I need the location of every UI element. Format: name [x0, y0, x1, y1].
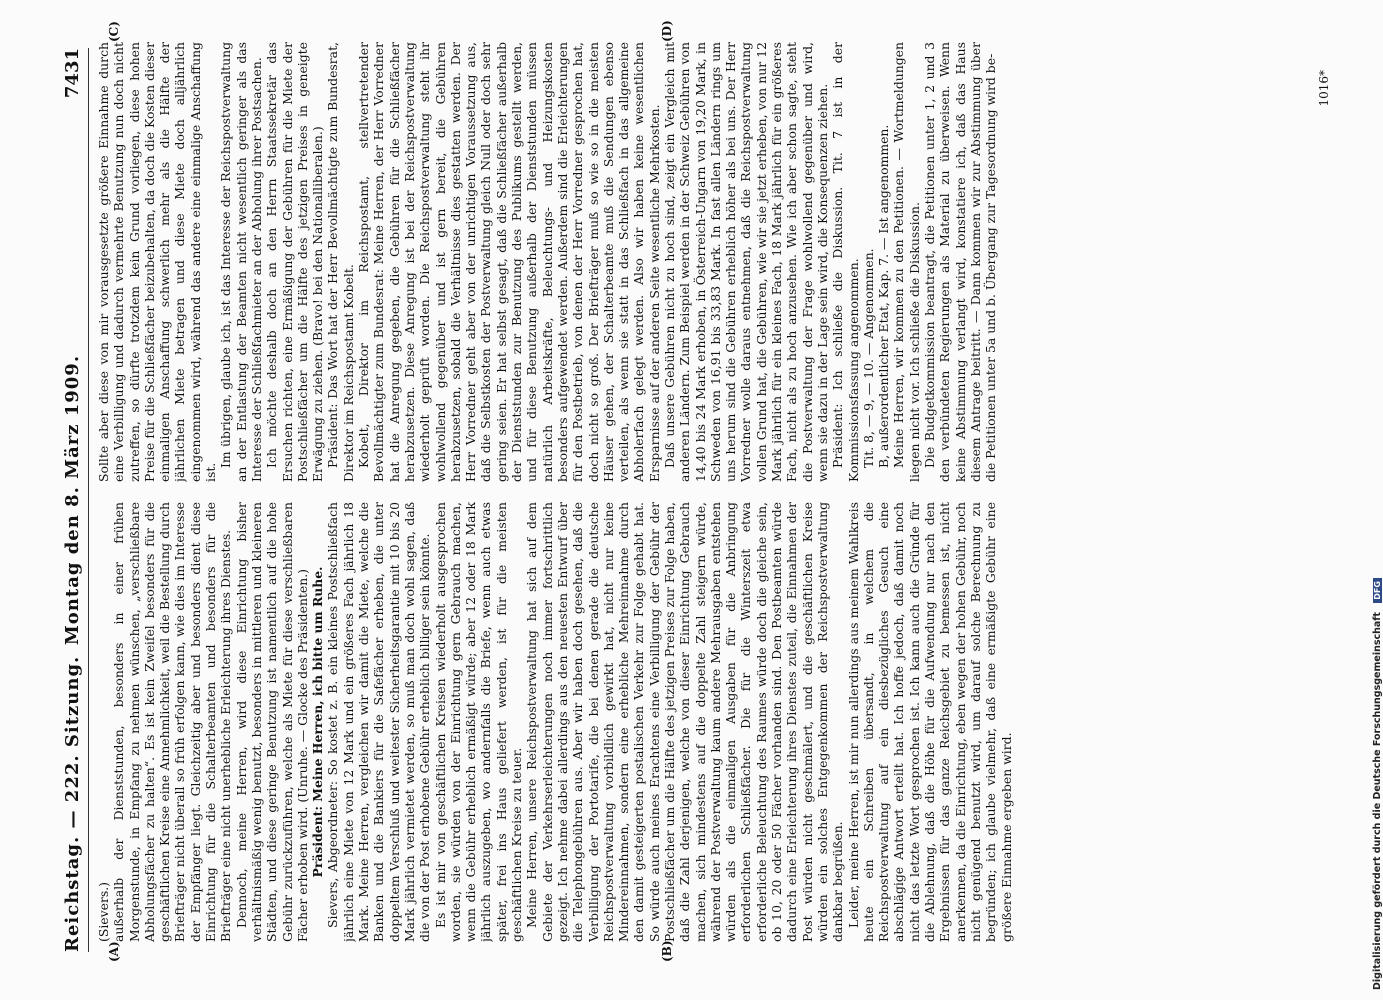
- page-number: 7431: [62, 48, 83, 99]
- header-title: Reichstag. — 222. Sitzung.: [62, 655, 83, 952]
- paragraph: Ich möchte deshalb doch an den Herrn Staatssekretär das Ersuchen richten, eine Ermäßigung der Gebühren für die Miete der Postschließfächer um die Hälfte des jetzigen Preises in geneigte Erwägung zu ziehen. (Bravo! bei den Nationalliberalen.): [264, 42, 326, 482]
- paragraph: Präsident: Ich schließe die Diskussion. Tit. 7 ist in der Kommissionsfassung angenommen.: [830, 42, 861, 482]
- speaker-tag: (Sievers.): [96, 881, 111, 942]
- paragraph: Die Budgetkommission beantragt, die Petitionen unter 1, 2 und 3 den verbündeten Regierungen als Material zu überweisen. Wenn keine Abstimmung verlangt wird, konstatiere ich, daß das Haus diesem Antrage beitritt. — Dann kommen wir zur Abstimmung über die Petitionen unter 5a und b. Übergang zur Tagesordnung wird be-: [922, 42, 999, 482]
- paragraph: Im übrigen, glaube ich, ist das Interesse der Reichspostverwaltung an der Entlastung der Beamten nicht wesentlich geringer als das Interesse der Schließfachmieter an der Abholung ihrer Postsachen.: [218, 42, 264, 482]
- paragraph: Meine Herren, unsere Reichspostverwaltung hat sich auf dem Gebiete der Verkehrserleichterungen noch immer fortschrittlich gezeigt. Ich nehme dabei allerdings aus den neuesten Entwurf über die Telephongebühren aus. Aber wir haben doch gesehen, daß die Verbilligung der Portotarife, die bei denen gerade die deutsche Reichspostverwaltung vorbildlich gewirkt hat, nicht nur keine Mindereinnahmen, sondern eine erhebliche Mehreinnahme durch den damit gesteigerten postalischen Verkehr zur Folge gehabt hat. So würde auch meines Erachtens eine Verbilligung der Gebühr der Postschließfächer um die Hälfte des jetzigen Preises zur Folge haben, daß die Zahl derjenigen, welche von dieser Einrichtung Gebrauch machen, sich mindestens auf die doppelte Zahl steigern würde, während der Postverwaltung kaum andere Mehrausgaben entstehen würden als die einmaligen Ausgaben für die Anbringung erforderlichen Schließfächer. Die für die Winterszeit etwa erforderliche Beleuchtung des Raumes würde doch die gleiche sein, ob 10, 20 oder 50 Fächer vorhanden sind. Den Postbeamten würde dadurch eine Erleichterung ihres Dienstes zuteil, die Einnahmen der Post würden nicht geschmälert, und die geschäftlichen Kreise würden ein solches Entgegenkommen der Reichspostverwaltung dankbar begrüßen.: [524, 502, 846, 942]
- header-rule: [88, 48, 89, 952]
- dfg-logo-icon: DFG: [1373, 578, 1382, 603]
- paragraph: Kobelt, Direktor im Reichspostamt, stellvertretender Bevollmächtigter zum Bundesrat: Meine Herren, der Herr Vorredner hat die Anregung gegeben, die Gebühren für die Schließfächer herabzusetzen. Diese Anregung ist bei der Reichspostverwaltung wiederholt geprüft worden. Die Reichspostverwaltung steht ihr wohlwollend gegenüber und ist gern bereit, die Gebühren herabzusetzen, sobald die Verhältnisse dies gestatten werden. Der Herr Vorredner geht aber von der unrichtigen Voraussetzung aus, daß die Selbstkosten der Postverwaltung gleich Null oder doch sehr gering seien. Er hat selbst gesagt, daß die Schließfächer außerhalb der Dienststunden zur Benutzung des Publikums gestellt werden, und für diese Benutzung außerhalb der Dienststunden müssen natürlich Arbeitskräfte, Beleuchtungs- und Heizungskosten besonders aufgewendet werden. Außerdem sind die Erleichterungen für den Postbetrieb, von denen der Herr Vorredner gesprochen hat, doch nicht so groß. Der Briefträger muß so wie so in die meisten Häuser gehen, der Schalterbeamte muß die Sendungen ebenso verteilen, als wenn sie statt in das Schließfach in das allgemeine Abholerfach gelegt werden. Also wir haben keine wesentlichen Ersparnisse auf der anderen Seite wesentliche Mehrkosten.: [356, 42, 662, 482]
- right-column: [96, 42, 1313, 482]
- paragraph: außerhalb der Dienststunden, besonders in einer frühen Morgenstunde, in Empfang zu nehmen wünschen, „verschließbare Abholungsfächer zu halten“. Es ist kein Zweifel besonders für die geschäftlichen Kreise eine Annehmlichkeit, weil die Bestellung durch Briefträger nicht überall so früh erfolgen kann, wie dies im Interesse der Empfänger liegt. Gleichzeitig aber und besonders dient diese Einrichtung für die Schalterbeamten und besonders für die Briefträger eine nicht unerhebliche Erleichterung ihres Dienstes.: [111, 502, 234, 942]
- paragraph: Es ist mir von geschäftlichen Kreisen wiederholt ausgesprochen worden, sie würden von der Einrichtung gern Gebrauch machen, wenn die Gebühr erheblich ermäßigt würde; aber 12 oder 18 Mark jährlich auszugeben, wo andernfalls die Briefe, wenn auch etwas später, frei ins Haus geliefert werden, ist für die meisten geschäftlichen Kreise zu teuer.: [432, 502, 525, 942]
- header-date: Montag den 8. März 1909.: [62, 354, 83, 646]
- dfg-notice: [1372, 10, 1383, 990]
- paragraph: B, außerordentlicher Etat, Kap. 7. — Ist angenommen.: [876, 124, 892, 468]
- margin-mark-d: (D): [660, 20, 674, 42]
- paragraph: Dennoch, meine Herren, wird diese Einrichtung bisher verhältnismäßig wenig benutzt, besonders in mittleren und kleineren Städten, und diese geringe Benutzung ist namentlich auf die hohe Gebühr zurückzuführen, welche als Miete für diese verschließbaren Fächer erhoben wird. (Unruhe. — Glocke des Präsidenten.): [233, 502, 310, 942]
- paragraph: Tit. 8, — 9, — 10. — Angenommen.: [860, 248, 876, 468]
- margin-mark-b: (B): [660, 940, 674, 962]
- margin-mark-c: (C): [107, 21, 121, 42]
- paragraph: Sollte aber diese von mir vorausgesetzte größere Einnahme durch eine Verbilligung und dadurch vermehrte Benutzung nun doch nicht zutreffen, so dürfte trotzdem kein Grund vorliegen, diese hohen Preise für die Schließfächer beizubehalten, da doch die Kosten dieser einmaligen Anschaffung schwerlich mehr als die Hälfte der jährlichen Miete betragen und diese Miete doch alljährlich eingenommen wird, während das andere eine einmalige Anschaffung ist.: [96, 42, 219, 482]
- dfg-notice-text: Digitalisierung gefördert durch die Deutsche Forschungsgemeinschaft: [1372, 612, 1383, 990]
- paragraph: Präsident: Meine Herren, ich bitte um Ruhe.: [310, 566, 326, 878]
- paragraph: Sievers, Abgeordneter: So kostet z. B. ein kleines Postschließfach jährlich eine Miete von 12 Mark und ein größeres Fach jährlich 18 Mark. Meine Herren, vergleichen wir damit die Miete, welche die Banken und die Bankiers für die Safefächer erheben, die unter doppeltem Verschluß und weitester Sicherheitsgarantie mit 10 bis 20 Mark jährlich vermietet werden, so muß man doch wohl sagen, daß die von der Post erhobene Gebühr erheblich billiger sein könnte.: [325, 502, 433, 942]
- paragraph: Daß unsere Gebühren nicht zu hoch sind, zeigt ein Vergleich mit anderen Ländern. Zum Beispiel werden in der Schweiz Gebühren von 14,40 bis 24 Mark erhoben, in Österreich-Ungarn von 19,20 Mark, in Schweden von 16,91 bis 33,83 Mark. In fast allen Ländern rings um uns herum sind die Gebühren erheblich höher als bei uns. Der Herr Vorredner wolle daraus entnehmen, daß die Reichspostverwaltung vollen Grund hat, die Gebühren, wie wir sie jetzt erheben, von nur 12 Mark jährlich für ein kleines Fach, 18 Mark jährlich für ein größeres Fach, nicht als zu hoch anzusehen. Wie ich aber schon sagte, steht die Postverwaltung der Frage wohlwollend gegenüber und wird, wenn sie dazu in der Lage sein wird, die Konsequenzen ziehen.: [661, 42, 830, 482]
- printer-signature: 1016*: [1317, 70, 1331, 107]
- left-column: [96, 502, 1313, 942]
- paragraph: Präsident: Das Wort hat der Herr Bevollmächtigte zum Bundesrat, Direktor im Reichspostamt Kobelt.: [325, 42, 356, 482]
- margin-mark-a: (A): [107, 941, 121, 962]
- paragraph: Meine Herren, wir kommen zu den Petitionen. — Wortmeldungen liegen nicht vor. Ich schließe die Diskussion.: [891, 42, 922, 482]
- paragraph: Leider, meine Herren, ist mir nun allerdings aus meinem Wahlkreis heute ein Schreiben übersandt, in welchem die Reichspostverwaltung auf ein diesbezügliches Gesuch eine abschlägige Antwort erteilt hat. Ich hoffe jedoch, daß damit noch nicht das letzte Wort gesprochen ist. Ich kann auch die Gründe für die Ablehnung, daß die Höhe für die Aufwendung nur nach den Ergebnissen für das ganze Reichsgebiet zu bemessen ist, nicht anerkennen, da die Einrichtung, eben wegen der hohen Gebühr, noch nicht genügend benutzt wird, um darauf solche Berechnung zu begründen; ich glaube vielmehr, daß eine ermäßigte Gebühr eine größere Einnahme ergeben wird.: [845, 502, 1014, 942]
